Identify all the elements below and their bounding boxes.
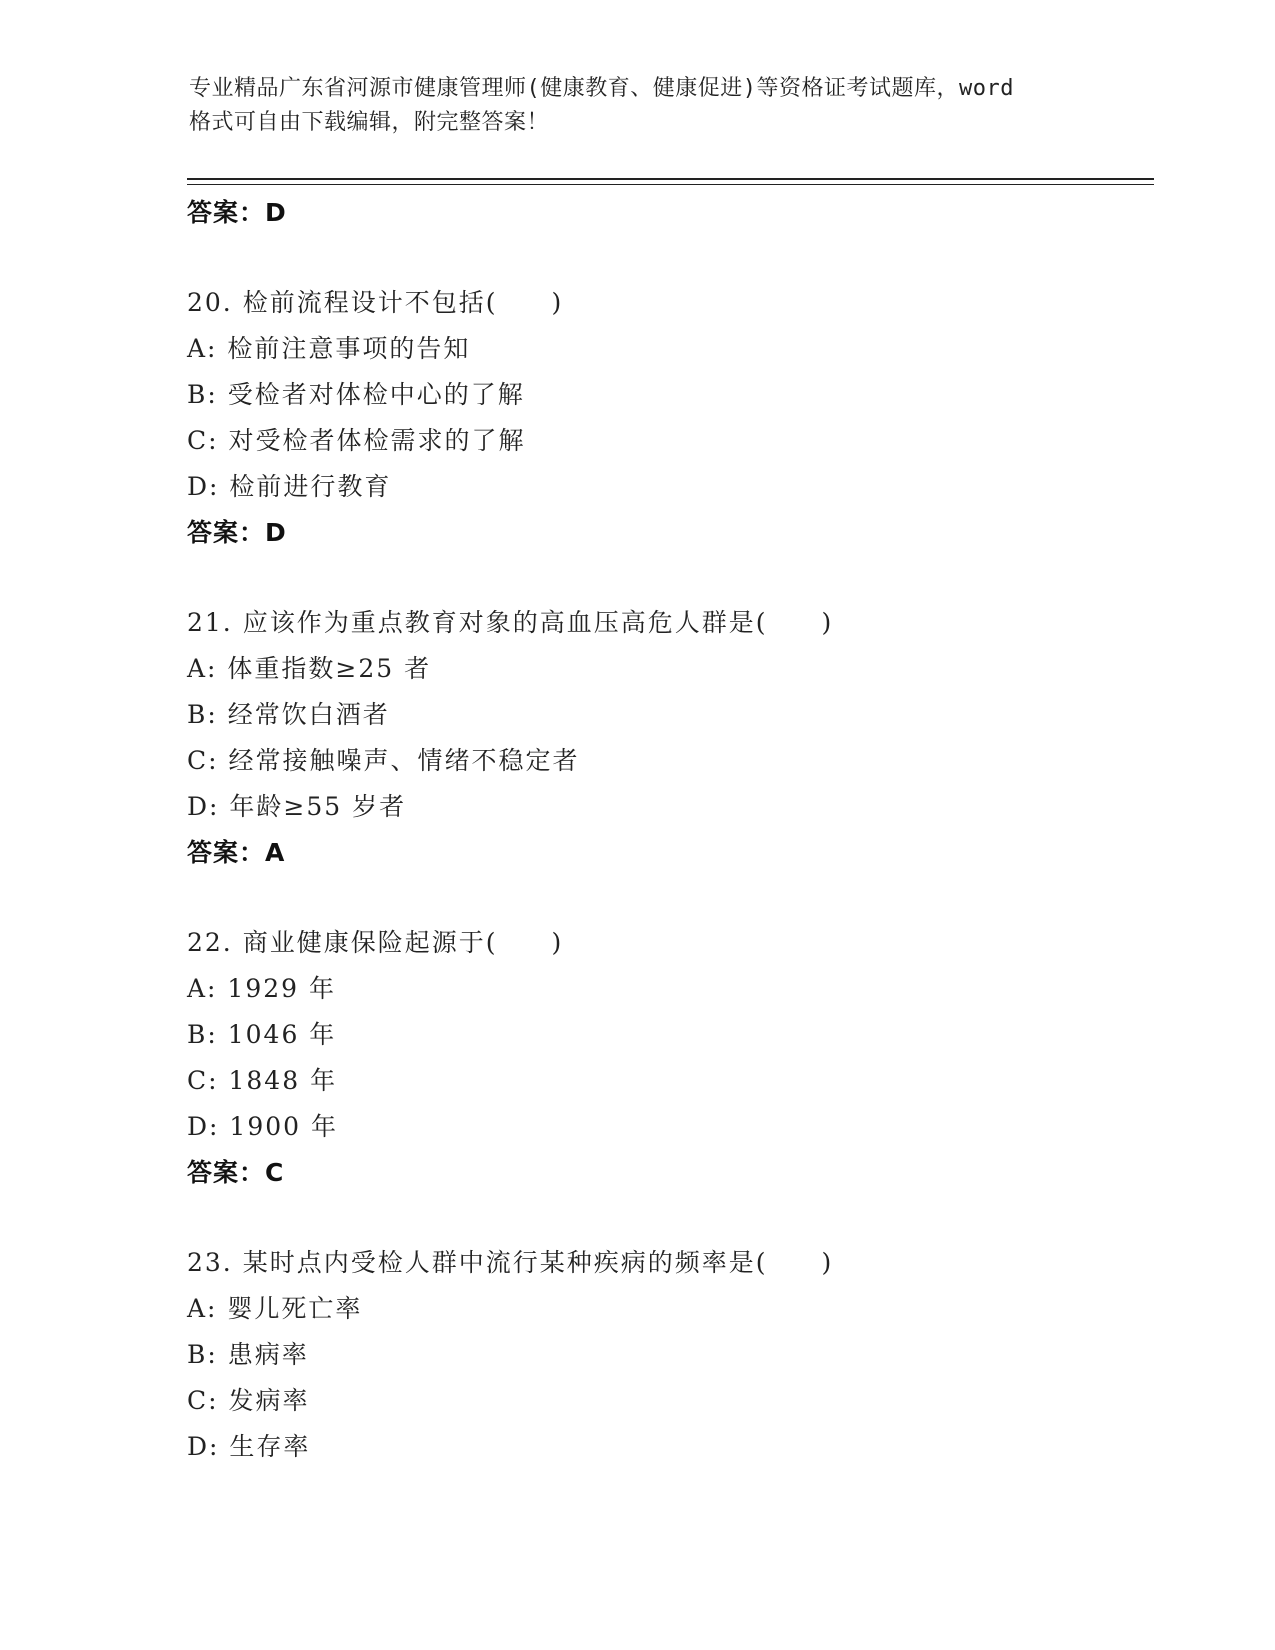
- answer-label: 答案：D: [187, 198, 287, 227]
- header-line-2: 格式可自由下载编辑，附完整答案！: [189, 110, 550, 135]
- option-b: B: 受检者对体检中心的了解: [187, 380, 525, 409]
- header-rule-thick: [187, 178, 1154, 180]
- option-b: B: 患病率: [187, 1340, 309, 1369]
- option-c: C: 发病率: [187, 1386, 310, 1415]
- question-text: 20. 检前流程设计不包括( ): [187, 288, 564, 317]
- question-list: [187, 190, 1147, 1470]
- option-a: A: 检前注意事项的告知: [187, 334, 471, 363]
- header-line-1: 专业精品广东省河源市健康管理师(健康教育、健康促进)等资格证考试题库，word: [189, 76, 1014, 101]
- option-b: B: 1046 年: [187, 1020, 337, 1049]
- option-a: A: 体重指数≥25 者: [187, 654, 432, 683]
- option-d: D: 生存率: [187, 1432, 311, 1461]
- answer-label: 答案：A: [187, 838, 286, 867]
- option-c: C: 经常接触噪声、情绪不稳定者: [187, 746, 580, 775]
- option-a: A: 1929 年: [187, 974, 336, 1003]
- question-text: 21. 应该作为重点教育对象的高血压高危人群是( ): [187, 608, 834, 637]
- header-rule-thin: [187, 184, 1154, 185]
- option-d: D: 1900 年: [187, 1112, 338, 1141]
- option-b: B: 经常饮白酒者: [187, 700, 390, 729]
- question-block: [187, 920, 1147, 1196]
- answer-label: 答案：D: [187, 518, 287, 547]
- document-header: [189, 72, 1089, 140]
- question-text: 22. 商业健康保险起源于( ): [187, 928, 564, 957]
- option-c: C: 对受检者体检需求的了解: [187, 426, 526, 455]
- option-d: D: 年龄≥55 岁者: [187, 792, 407, 821]
- question-block: [187, 600, 1147, 876]
- question-text: 23. 某时点内受检人群中流行某种疾病的频率是( ): [187, 1248, 834, 1277]
- option-a: A: 婴儿死亡率: [187, 1294, 363, 1323]
- option-d: D: 检前进行教育: [187, 472, 392, 501]
- answer-label: 答案：C: [187, 1158, 285, 1187]
- question-block: [187, 280, 1147, 556]
- question-block: [187, 1240, 1147, 1470]
- option-c: C: 1848 年: [187, 1066, 338, 1095]
